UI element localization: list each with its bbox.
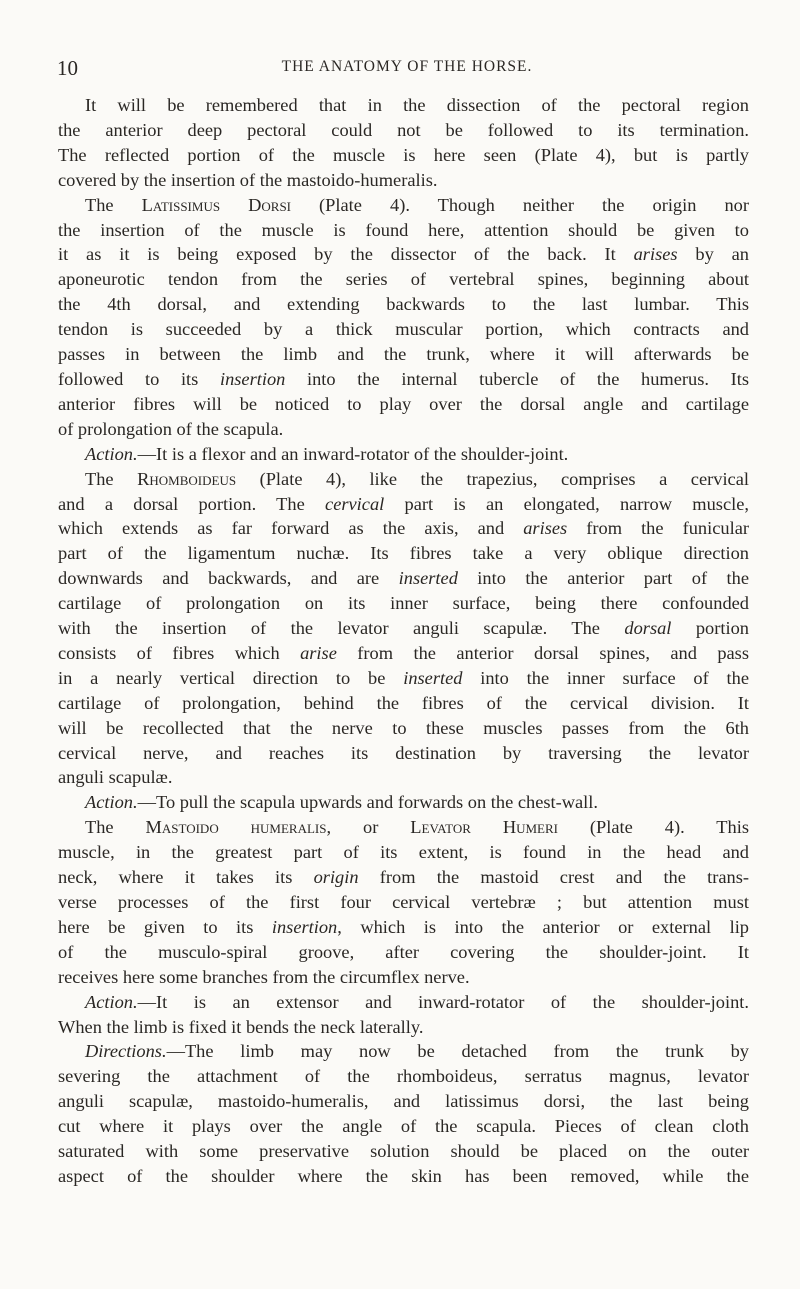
text-line: part of the ligamentum nuchæ. Its fibres take a very oblique direction [58, 543, 749, 564]
italic-term: arises [523, 518, 568, 539]
text-line [58, 193, 749, 218]
paragraph-pectoral [58, 93, 749, 193]
text-run: downwards and backwards, and are [58, 568, 399, 589]
action-label: Action. [85, 792, 138, 813]
text-line [58, 666, 749, 691]
text-run: from the funicular [567, 518, 749, 539]
text-line: cartilage of prolongation, behind the fibres of the cervical division. It [58, 692, 749, 713]
text-run: from the mastoid crest and the trans- [358, 867, 749, 888]
text-run: here be given to its [58, 916, 272, 937]
text-run: with the insertion of the levator anguli scapulæ. The [58, 618, 625, 639]
text-line: will be recollected that the nerve to these muscles passes from the 6th [58, 717, 749, 738]
body-text [58, 93, 749, 1189]
text-line: anguli scapulæ. [58, 767, 173, 788]
text-run: which extends as far forward as the axis, and [58, 518, 524, 539]
text-line [58, 790, 749, 815]
text-line [58, 442, 749, 467]
paragraph-directions [58, 1039, 749, 1188]
text-line [58, 865, 749, 890]
text-run: consists of fibres which [58, 642, 301, 663]
running-head: THE ANATOMY OF THE HORSE. [281, 58, 533, 75]
text-run: —It is an extensor and inward-rotator of the shoulder-joint. [137, 991, 749, 1012]
muscle-heading: Levator Humeri [410, 817, 558, 838]
text-line: severing the attachment of the rhomboideus, serratus magnus, levator [58, 1066, 749, 1087]
text-line: the 4th dorsal, and extending backwards to the last lumbar. This [58, 294, 749, 315]
text-run: into the internal tubercle of the humerus. Its [285, 368, 749, 389]
paragraph-mastoido-humeralis [58, 815, 749, 989]
text-line: The reflected portion of the muscle is here seen (Plate 4), but is partly [58, 144, 749, 165]
text-run: (Plate 4). This [558, 817, 749, 838]
text-run: —The limb may now be detached from the trunk by [166, 1041, 749, 1062]
text-run: it as it is being exposed by the dissector of the back. It [58, 244, 634, 265]
text-run: by an [677, 244, 749, 265]
paragraph-action-latissimus [58, 442, 749, 467]
text-run: (Plate 4). Though neither the origin nor [291, 194, 749, 215]
text-run: from the anterior dorsal spines, and pass [336, 642, 749, 663]
italic-term: arise [300, 642, 337, 663]
text-line: anguli scapulæ, mastoido-humeralis, and latissimus dorsi, the last being [58, 1091, 749, 1112]
text-line: cervical nerve, and reaches its destination by traversing the levator [58, 742, 749, 763]
italic-term: origin [313, 867, 359, 888]
text-line: covered by the insertion of the mastoido-humeralis. [58, 169, 438, 190]
text-line: the anterior deep pectoral could not be followed to its termination. [58, 119, 749, 140]
action-label: Action. [85, 443, 138, 464]
text-run: —It is a flexor and an inward-rotator of the shoulder-joint. [137, 443, 569, 464]
text-run: The [85, 817, 146, 838]
text-line: tendon is succeeded by a thick muscular portion, which contracts and [58, 319, 749, 340]
text-line: cut where it plays over the angle of the scapula. Pieces of clean cloth [58, 1116, 749, 1137]
text-line [58, 242, 749, 267]
muscle-heading: Latissimus Dorsi [141, 194, 292, 215]
page-number: 10 [57, 56, 78, 80]
text-line: aspect of the shoulder where the skin has been removed, while the [58, 1165, 749, 1186]
paragraph-rhomboideus [58, 467, 749, 791]
text-run: portion [671, 618, 749, 639]
text-run: part is an elongated, narrow muscle, [384, 493, 749, 514]
paragraph-action-mastoido [58, 990, 749, 1040]
text-line: cartilage of prolongation on its inner surface, being there confounded [58, 593, 749, 614]
text-line [58, 467, 749, 492]
italic-term: insertion [271, 916, 338, 937]
text-line: It will be remembered that in the dissection of the pectoral region [85, 95, 749, 115]
italic-term: insertion [219, 368, 286, 389]
text-line [58, 990, 749, 1015]
text-run: —To pull the scapula upwards and forwards on the chest-wall. [137, 792, 599, 813]
text-run: and a dorsal portion. The [58, 493, 326, 514]
text-line: anterior fibres will be noticed to play over the dorsal angle and cartilage [58, 393, 749, 414]
text-line: When the limb is fixed it bends the neck laterally. [58, 1016, 424, 1037]
text-run: , or [326, 817, 411, 838]
text-line [58, 815, 749, 840]
text-line: of prolongation of the scapula. [58, 418, 284, 439]
text-line: aponeurotic tendon from the series of vertebral spines, beginning about [58, 269, 749, 290]
text-run: neck, where it takes its [58, 867, 314, 888]
text-run: The [85, 468, 138, 489]
italic-term: arises [633, 244, 678, 265]
text-run: , which is into the anterior or external lip [337, 916, 749, 937]
text-run: The [85, 194, 142, 215]
text-line: the insertion of the muscle is found here, attention should be given to [58, 219, 749, 240]
text-line: receives here some branches from the circumflex nerve. [58, 966, 470, 987]
text-line: verse processes of the first four cervical vertebræ ; but attention must [58, 892, 749, 912]
italic-term: inserted [403, 667, 463, 688]
directions-label: Directions. [85, 1041, 167, 1062]
muscle-heading: Mastoido humeralis [145, 817, 327, 838]
paragraph-action-rhomboideus [58, 790, 749, 815]
muscle-heading: Rhomboideus [137, 468, 237, 489]
paragraph-latissimus-dorsi [58, 193, 749, 442]
page-header [57, 56, 747, 82]
text-line: passes in between the limb and the trunk, where it will afterwards be [58, 344, 749, 365]
text-run: (Plate 4), like the trapezius, comprises a cervical [236, 468, 749, 489]
text-run: into the anterior part of the [457, 568, 749, 589]
text-line: saturated with some preservative solution should be placed on the outer [58, 1141, 749, 1162]
text-line: of the musculo-spiral groove, after covering the shoulder-joint. It [58, 941, 749, 962]
text-line [58, 367, 749, 392]
text-line [58, 516, 749, 541]
text-line [58, 915, 749, 940]
text-line: muscle, in the greatest part of its extent, is found in the head and [58, 842, 749, 863]
text-line [58, 566, 749, 591]
italic-term: inserted [398, 568, 458, 589]
action-label: Action. [85, 991, 138, 1012]
text-line [58, 492, 749, 517]
text-run: in a nearly vertical direction to be [58, 667, 404, 688]
text-run: into the inner surface of the [462, 667, 750, 688]
text-line [58, 641, 749, 666]
text-line [58, 1039, 749, 1064]
text-run: followed to its [58, 368, 220, 389]
italic-term: cervical [325, 493, 385, 514]
text-line [58, 616, 749, 641]
italic-term: dorsal [624, 618, 672, 639]
